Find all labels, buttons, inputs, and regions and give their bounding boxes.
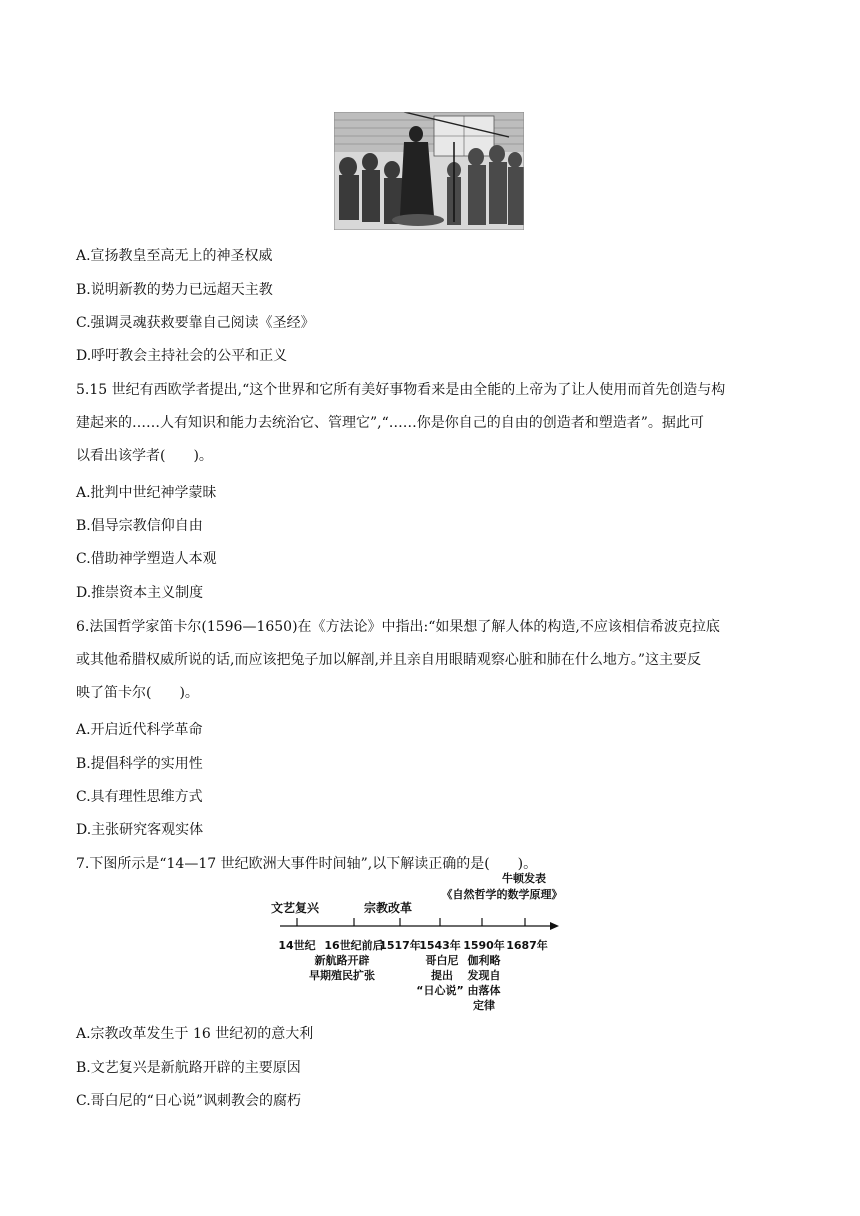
q5-option-b: B.倡导宗教信仰自由: [76, 518, 203, 534]
q6-stem-line-1: 6.法国哲学家笛卡尔(1596—1650)在《方法论》中指出:“如果想了解人体的构造,不应该相信希波克拉底: [76, 619, 720, 635]
tick-label-14th: 14世纪: [278, 939, 316, 952]
label-newton: 牛顿发表: [502, 872, 546, 885]
event-copernicus-2: 提出: [431, 969, 453, 982]
tick-label-1543: 1543年: [419, 939, 461, 952]
q6-stem-line-2: 或其他希腊权威所说的话,而应该把兔子加以解剖,并且亲自用眼睛观察心脏和肺在什么地方。”这主要反: [76, 652, 702, 668]
q7-option-c: C.哥白尼的“日心说”讽刺教会的腐朽: [76, 1093, 301, 1109]
q6-option-c: C.具有理性思维方式: [76, 789, 203, 805]
tick-label-1517: 1517年: [379, 939, 421, 952]
timeline-arrow: [550, 922, 559, 930]
q5-stem-line-3: 以看出该学者( )。: [76, 448, 213, 464]
label-principia: 《自然哲学的数学原理》: [441, 888, 562, 901]
q5-stem-line-2: 建起来的……人有知识和能力去统治它、管理它”,“……你是你自己的自由的创造者和塑造者”。据此可: [76, 415, 704, 431]
event-copernicus-1: 哥白尼: [425, 954, 459, 967]
q7-option-b: B.文艺复兴是新航路开辟的主要原因: [76, 1060, 301, 1076]
event-galileo-1: 伽利略: [467, 954, 501, 967]
label-renaissance: 文艺复兴: [270, 901, 320, 915]
q5-stem-line-1: 5.15 世纪有西欧学者提出,“这个世界和它所有美好事物看来是由全能的上帝为了让人使用而首先创造与构: [76, 382, 726, 398]
q6-option-b: B.提倡科学的实用性: [76, 756, 203, 772]
event-copernicus-3: “日心说”: [416, 984, 464, 997]
historical-engraving-image: [334, 112, 524, 230]
q6-option-a: A.开启近代科学革命: [76, 722, 203, 738]
tick-label-1687: 1687年: [506, 939, 548, 952]
event-galileo-2: 发现自: [467, 969, 501, 982]
event-galileo-3: 由落体: [467, 984, 501, 997]
event-colonial-expansion: 早期殖民扩张: [309, 969, 375, 982]
q7-stem: 7.下图所示是“14—17 世纪欧洲大事件时间轴”,以下解读正确的是( )。: [76, 856, 538, 872]
q5-option-a: A.批判中世纪神学蒙昧: [76, 485, 217, 501]
q5-option-d: D.推崇资本主义制度: [76, 585, 204, 601]
q5-option-c: C.借助神学塑造人本观: [76, 551, 217, 567]
event-new-routes: 新航路开辟: [314, 954, 370, 967]
q7-option-a: A.宗教改革发生于 16 世纪初的意大利: [76, 1026, 314, 1042]
tick-label-16th: 16世纪前后: [324, 939, 384, 952]
q6-stem-line-3: 映了笛卡尔( )。: [76, 685, 199, 701]
q4-option-b: B.说明新教的势力已远超天主教: [76, 282, 273, 298]
event-galileo-4: 定律: [473, 999, 495, 1012]
q4-option-a: A.宣扬教皇至高无上的神圣权威: [76, 248, 273, 264]
q4-option-d: D.呼吁教会主持社会的公平和正义: [76, 348, 288, 364]
q6-option-d: D.主张研究客观实体: [76, 822, 204, 838]
q4-option-c: C.强调灵魂获救要靠自己阅读《圣经》: [76, 315, 315, 331]
timeline-diagram: [262, 866, 562, 1016]
tick-label-1590: 1590年: [463, 939, 505, 952]
label-reformation: 宗教改革: [363, 901, 413, 915]
